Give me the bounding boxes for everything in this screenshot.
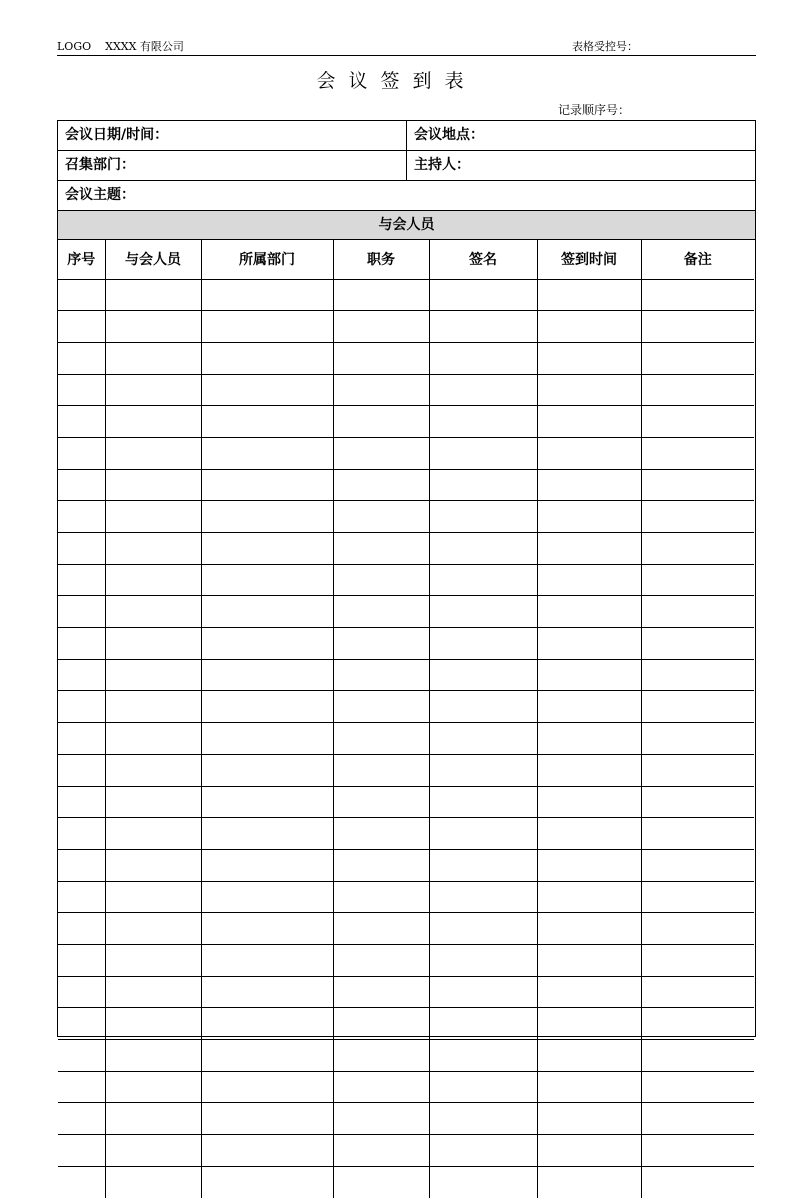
table-header-row	[58, 240, 754, 279]
table-cell[interactable]	[333, 279, 429, 311]
table-cell[interactable]	[105, 564, 201, 596]
record-number-label: 记录顺序号：	[558, 103, 631, 117]
info-row-date-location	[58, 121, 755, 151]
table-cell[interactable]	[537, 659, 641, 691]
table-cell[interactable]	[641, 311, 754, 343]
table-cell[interactable]	[58, 342, 105, 374]
table-cell[interactable]	[201, 1071, 333, 1103]
table-cell[interactable]	[537, 976, 641, 1008]
table-cell[interactable]	[333, 1135, 429, 1167]
table-cell[interactable]	[105, 881, 201, 913]
table-cell[interactable]	[105, 1040, 201, 1072]
table-cell[interactable]	[58, 691, 105, 723]
table-cell[interactable]	[537, 818, 641, 850]
table-cell[interactable]	[58, 881, 105, 913]
info-row-topic	[58, 181, 755, 211]
table-cell[interactable]	[537, 1103, 641, 1135]
table-cell[interactable]	[333, 469, 429, 501]
table-cell[interactable]	[429, 723, 537, 755]
table-cell[interactable]	[105, 1008, 201, 1040]
table-cell[interactable]	[58, 818, 105, 850]
department-field[interactable]: 召集部门：	[58, 151, 407, 180]
table-row	[58, 849, 754, 881]
table-cell[interactable]	[641, 786, 754, 818]
table-cell[interactable]	[641, 564, 754, 596]
table-cell[interactable]	[429, 1103, 537, 1135]
table-cell[interactable]	[429, 786, 537, 818]
table-cell[interactable]	[201, 1103, 333, 1135]
table-row	[58, 311, 754, 343]
table-cell[interactable]	[201, 723, 333, 755]
table-cell[interactable]	[105, 406, 201, 438]
table-row	[58, 944, 754, 976]
table-cell[interactable]	[537, 342, 641, 374]
table-cell[interactable]	[429, 1040, 537, 1072]
table-cell[interactable]	[201, 501, 333, 533]
table-cell[interactable]	[105, 849, 201, 881]
table-row	[58, 437, 754, 469]
table-row	[58, 723, 754, 755]
table-row	[58, 1008, 754, 1040]
topic-field[interactable]: 会议主题：	[65, 187, 135, 203]
table-cell[interactable]	[58, 596, 105, 628]
header-control-number: 表格受控号：	[572, 40, 638, 53]
table-cell[interactable]	[641, 628, 754, 660]
column-header-signature: 签名	[429, 240, 537, 279]
table-cell[interactable]	[58, 976, 105, 1008]
table-cell[interactable]	[429, 659, 537, 691]
table-cell[interactable]	[105, 533, 201, 565]
table-cell[interactable]	[201, 469, 333, 501]
table-cell[interactable]	[537, 437, 641, 469]
table-cell[interactable]	[641, 913, 754, 945]
table-cell[interactable]	[201, 818, 333, 850]
table-cell[interactable]	[201, 342, 333, 374]
table-cell[interactable]	[333, 944, 429, 976]
table-cell[interactable]	[105, 1166, 201, 1198]
table-cell[interactable]	[58, 723, 105, 755]
header-divider	[57, 55, 756, 56]
table-cell[interactable]	[537, 406, 641, 438]
table-cell[interactable]	[105, 374, 201, 406]
table-cell[interactable]	[537, 628, 641, 660]
table-row	[58, 501, 754, 533]
table-cell[interactable]	[58, 754, 105, 786]
table-cell[interactable]	[429, 849, 537, 881]
table-cell[interactable]	[641, 754, 754, 786]
table-cell[interactable]	[429, 1071, 537, 1103]
table-cell[interactable]	[537, 564, 641, 596]
table-cell[interactable]	[333, 533, 429, 565]
table-cell[interactable]	[537, 1071, 641, 1103]
table-cell[interactable]	[641, 1008, 754, 1040]
table-cell[interactable]	[429, 818, 537, 850]
table-cell[interactable]	[105, 596, 201, 628]
table-cell[interactable]	[333, 1040, 429, 1072]
table-cell[interactable]	[429, 374, 537, 406]
host-field[interactable]: 主持人：	[414, 157, 470, 173]
table-cell[interactable]	[58, 913, 105, 945]
table-cell[interactable]	[537, 849, 641, 881]
table-cell[interactable]	[429, 944, 537, 976]
table-cell[interactable]	[429, 501, 537, 533]
table-cell[interactable]	[641, 437, 754, 469]
table-cell[interactable]	[641, 818, 754, 850]
table-cell[interactable]	[333, 1008, 429, 1040]
table-cell[interactable]	[105, 659, 201, 691]
table-cell[interactable]	[201, 976, 333, 1008]
table-cell[interactable]	[537, 469, 641, 501]
table-cell[interactable]	[537, 944, 641, 976]
table-cell[interactable]	[58, 786, 105, 818]
table-cell[interactable]	[641, 723, 754, 755]
table-cell[interactable]	[58, 1040, 105, 1072]
table-cell[interactable]	[537, 913, 641, 945]
table-cell[interactable]	[201, 628, 333, 660]
table-cell[interactable]	[333, 1166, 429, 1198]
table-row	[58, 691, 754, 723]
table-cell[interactable]	[105, 469, 201, 501]
table-cell[interactable]	[537, 723, 641, 755]
table-cell[interactable]	[58, 1135, 105, 1167]
table-cell[interactable]	[58, 406, 105, 438]
table-cell[interactable]	[333, 659, 429, 691]
table-cell[interactable]	[537, 1008, 641, 1040]
table-cell[interactable]	[201, 786, 333, 818]
table-row	[58, 279, 754, 311]
table-cell[interactable]	[429, 1166, 537, 1198]
table-cell[interactable]	[58, 374, 105, 406]
sign-in-form	[57, 120, 756, 1037]
table-cell[interactable]	[333, 374, 429, 406]
table-cell[interactable]	[537, 374, 641, 406]
table-cell[interactable]	[201, 849, 333, 881]
header-logo-company: LOGO XXXX 有限公司	[57, 40, 184, 53]
table-cell[interactable]	[58, 469, 105, 501]
table-row	[58, 786, 754, 818]
table-cell[interactable]	[201, 437, 333, 469]
location-field[interactable]: 会议地点：	[414, 127, 484, 143]
table-cell[interactable]	[641, 691, 754, 723]
table-cell[interactable]	[105, 1071, 201, 1103]
table-cell[interactable]	[58, 279, 105, 311]
table-cell[interactable]	[201, 374, 333, 406]
table-cell[interactable]	[333, 596, 429, 628]
table-cell[interactable]	[201, 1008, 333, 1040]
table-cell[interactable]	[105, 913, 201, 945]
table-row	[58, 1135, 754, 1167]
table-row	[58, 564, 754, 596]
table-cell[interactable]	[333, 311, 429, 343]
table-cell[interactable]	[201, 406, 333, 438]
table-cell[interactable]	[641, 881, 754, 913]
table-cell[interactable]	[201, 881, 333, 913]
table-cell[interactable]	[333, 501, 429, 533]
table-cell[interactable]	[429, 881, 537, 913]
table-cell[interactable]	[333, 564, 429, 596]
table-cell[interactable]	[429, 596, 537, 628]
table-cell[interactable]	[333, 723, 429, 755]
table-cell[interactable]	[429, 311, 537, 343]
table-cell[interactable]	[429, 976, 537, 1008]
table-cell[interactable]	[429, 342, 537, 374]
table-cell[interactable]	[105, 723, 201, 755]
table-cell[interactable]	[58, 1071, 105, 1103]
table-cell[interactable]	[641, 1040, 754, 1072]
table-cell[interactable]	[333, 691, 429, 723]
table-cell[interactable]	[201, 1135, 333, 1167]
table-cell[interactable]	[537, 596, 641, 628]
table-cell[interactable]	[333, 754, 429, 786]
table-cell[interactable]	[537, 279, 641, 311]
table-cell[interactable]	[333, 1103, 429, 1135]
table-cell[interactable]	[429, 406, 537, 438]
table-row	[58, 754, 754, 786]
table-cell[interactable]	[333, 849, 429, 881]
table-cell[interactable]	[429, 691, 537, 723]
table-cell[interactable]	[641, 659, 754, 691]
table-cell[interactable]	[641, 342, 754, 374]
table-cell[interactable]	[429, 913, 537, 945]
table-cell[interactable]	[201, 1166, 333, 1198]
table-cell[interactable]	[333, 342, 429, 374]
table-cell[interactable]	[333, 1071, 429, 1103]
page-title: 会议签到表	[316, 70, 477, 92]
table-row	[58, 818, 754, 850]
table-cell[interactable]	[201, 533, 333, 565]
table-cell[interactable]	[105, 1135, 201, 1167]
table-cell[interactable]	[429, 533, 537, 565]
table-cell[interactable]	[58, 944, 105, 976]
table-cell[interactable]	[429, 1135, 537, 1167]
table-row	[58, 881, 754, 913]
table-cell[interactable]	[201, 691, 333, 723]
table-cell[interactable]	[641, 1071, 754, 1103]
table-row	[58, 659, 754, 691]
table-cell[interactable]	[58, 659, 105, 691]
table-cell[interactable]	[105, 342, 201, 374]
table-cell[interactable]	[201, 596, 333, 628]
table-cell[interactable]	[641, 944, 754, 976]
table-cell[interactable]	[537, 1040, 641, 1072]
table-cell[interactable]	[58, 849, 105, 881]
table-cell[interactable]	[333, 628, 429, 660]
table-cell[interactable]	[201, 311, 333, 343]
table-cell[interactable]	[58, 564, 105, 596]
table-row	[58, 1040, 754, 1072]
table-cell[interactable]	[641, 596, 754, 628]
table-cell[interactable]	[333, 437, 429, 469]
table-cell[interactable]	[201, 913, 333, 945]
table-row	[58, 406, 754, 438]
table-row	[58, 374, 754, 406]
table-cell[interactable]	[105, 628, 201, 660]
column-header-remarks: 备注	[641, 240, 754, 279]
table-row	[58, 533, 754, 565]
table-cell[interactable]	[201, 659, 333, 691]
column-header-department: 所属部门	[201, 240, 333, 279]
table-cell[interactable]	[537, 754, 641, 786]
table-cell[interactable]	[105, 691, 201, 723]
table-cell[interactable]	[105, 786, 201, 818]
table-cell[interactable]	[58, 628, 105, 660]
table-cell[interactable]	[641, 279, 754, 311]
table-row	[58, 976, 754, 1008]
attendees-section-header: 与会人员	[58, 211, 755, 240]
table-cell[interactable]	[105, 501, 201, 533]
table-cell[interactable]	[105, 976, 201, 1008]
table-cell[interactable]	[201, 1040, 333, 1072]
table-row	[58, 913, 754, 945]
table-cell[interactable]	[333, 786, 429, 818]
table-cell[interactable]	[641, 374, 754, 406]
column-header-sign-in-time: 签到时间	[537, 240, 641, 279]
table-cell[interactable]	[537, 533, 641, 565]
table-cell[interactable]	[537, 691, 641, 723]
table-cell[interactable]	[105, 437, 201, 469]
table-cell[interactable]	[641, 533, 754, 565]
table-row	[58, 469, 754, 501]
table-cell[interactable]	[105, 818, 201, 850]
table-row	[58, 628, 754, 660]
table-cell[interactable]	[105, 311, 201, 343]
attendee-table	[58, 240, 754, 1198]
table-cell[interactable]	[641, 849, 754, 881]
table-row	[58, 342, 754, 374]
table-cell[interactable]	[201, 564, 333, 596]
date-time-field[interactable]: 会议日期/时间：	[58, 121, 407, 150]
table-cell[interactable]	[105, 944, 201, 976]
table-cell[interactable]	[641, 1103, 754, 1135]
table-cell[interactable]	[333, 818, 429, 850]
table-cell[interactable]	[537, 501, 641, 533]
table-cell[interactable]	[429, 279, 537, 311]
table-cell[interactable]	[537, 881, 641, 913]
table-cell[interactable]	[537, 311, 641, 343]
table-cell[interactable]	[333, 406, 429, 438]
table-cell[interactable]	[333, 881, 429, 913]
table-cell[interactable]	[201, 754, 333, 786]
table-cell[interactable]	[201, 944, 333, 976]
table-cell[interactable]	[429, 564, 537, 596]
column-header-position: 职务	[333, 240, 429, 279]
table-cell[interactable]	[641, 976, 754, 1008]
table-cell[interactable]	[537, 786, 641, 818]
table-cell[interactable]	[429, 628, 537, 660]
table-cell[interactable]	[58, 533, 105, 565]
table-cell[interactable]	[58, 1008, 105, 1040]
table-cell[interactable]	[333, 976, 429, 1008]
table-cell[interactable]	[537, 1166, 641, 1198]
table-cell[interactable]	[641, 1135, 754, 1167]
table-row	[58, 1071, 754, 1103]
table-cell[interactable]	[641, 469, 754, 501]
table-cell[interactable]	[105, 279, 201, 311]
table-cell[interactable]	[641, 501, 754, 533]
table-cell[interactable]	[429, 754, 537, 786]
table-cell[interactable]	[105, 754, 201, 786]
table-cell[interactable]	[58, 1166, 105, 1198]
table-cell[interactable]	[58, 437, 105, 469]
column-header-attendee: 与会人员	[105, 240, 201, 279]
table-cell[interactable]	[429, 1008, 537, 1040]
table-cell[interactable]	[429, 469, 537, 501]
table-cell[interactable]	[58, 1103, 105, 1135]
table-cell[interactable]	[105, 1103, 201, 1135]
table-cell[interactable]	[537, 1135, 641, 1167]
table-row	[58, 596, 754, 628]
table-cell[interactable]	[641, 1166, 754, 1198]
table-cell[interactable]	[333, 913, 429, 945]
table-row	[58, 1166, 754, 1198]
table-cell[interactable]	[201, 279, 333, 311]
table-row	[58, 1103, 754, 1135]
table-cell[interactable]	[429, 437, 537, 469]
table-cell[interactable]	[58, 501, 105, 533]
table-cell[interactable]	[58, 311, 105, 343]
table-cell[interactable]	[641, 406, 754, 438]
info-row-department-host	[58, 151, 755, 181]
column-header-number: 序号	[58, 240, 105, 279]
